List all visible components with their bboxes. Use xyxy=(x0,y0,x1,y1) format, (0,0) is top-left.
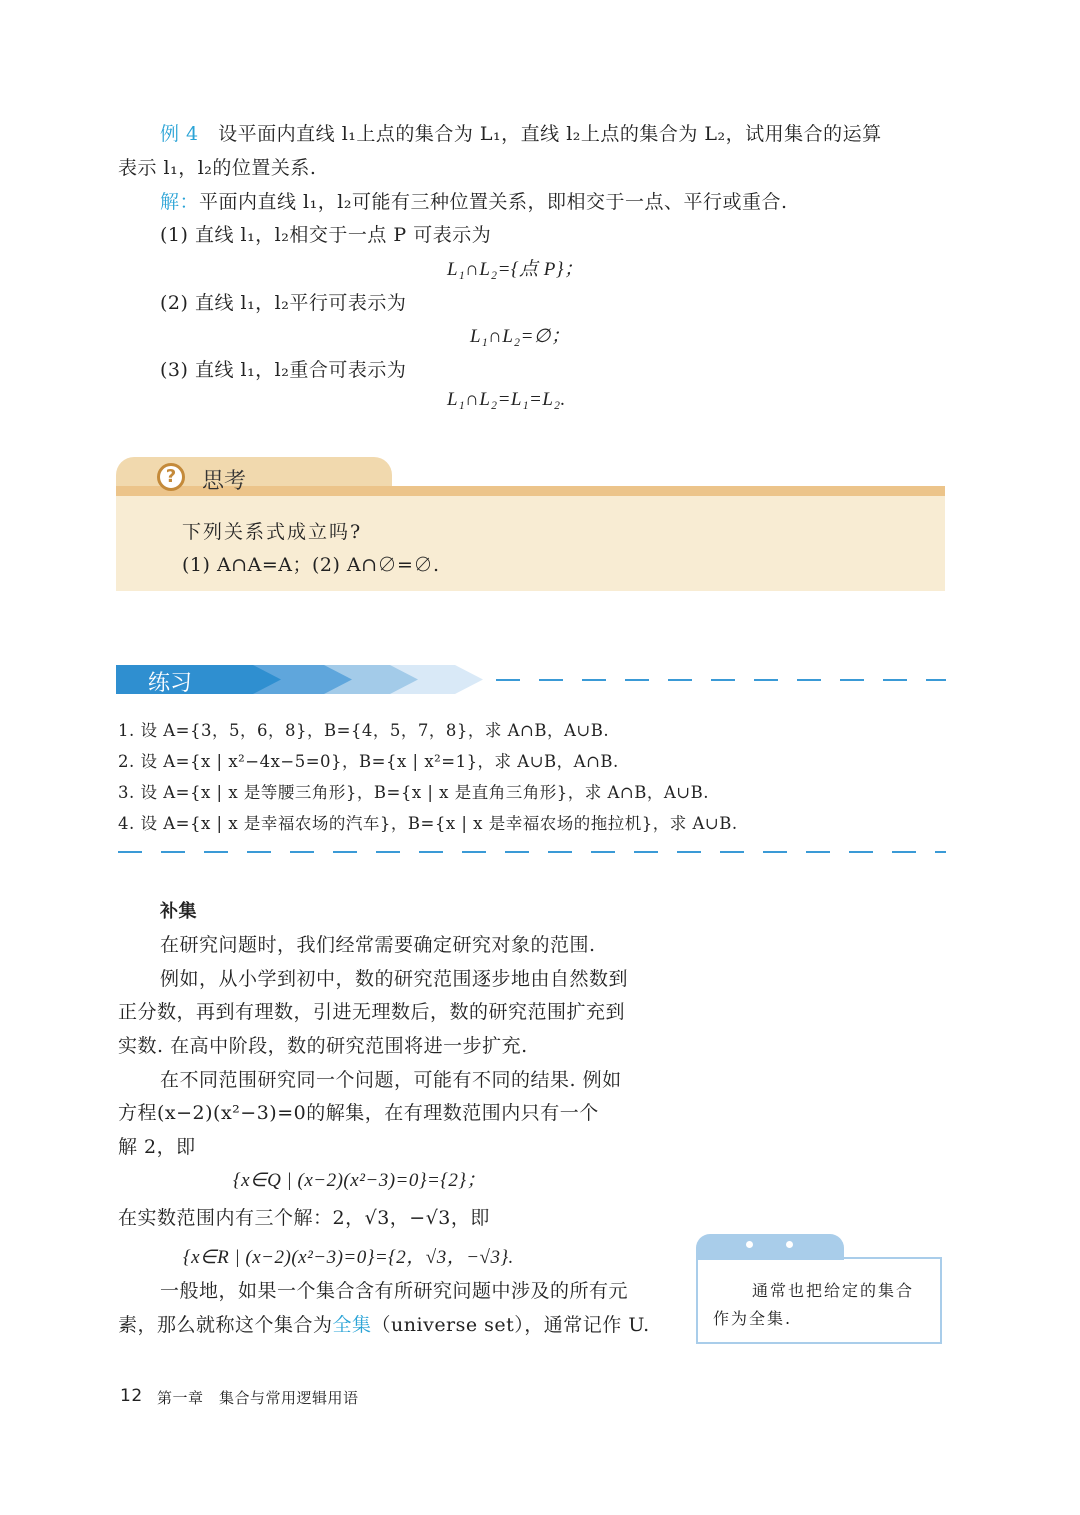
definition-text: （universe set），通常记作 U. xyxy=(371,1314,650,1336)
formula-rational: {x∈Q | (x−2)(x²−3)=0}={2}； xyxy=(233,1170,486,1191)
example4-line1 xyxy=(160,119,882,146)
solution-text: 平面内直线 l₁，l₂可能有三种位置关系，即相交于一点、平行或重合. xyxy=(199,191,788,213)
definition-line xyxy=(118,1310,650,1337)
side-note-line: 作为全集. xyxy=(713,1309,793,1328)
dot-icon xyxy=(786,1241,793,1248)
side-note-line: 通常也把给定的集合 xyxy=(752,1281,915,1300)
body-line: 一般地，如果一个集合含有所研究问题中涉及的所有元 xyxy=(160,1280,629,1302)
solution-label: 解： xyxy=(160,191,200,213)
formula-real: {x∈R | (x−2)(x²−3)=0}={2，√3，−√3}. xyxy=(183,1247,514,1268)
exercise-item: 2. 设 A={x | x²−4x−5=0}，B={x | x²=1}，求 A∪B，A∩B. xyxy=(118,752,619,771)
body-line: 在不同范围研究同一个问题，可能有不同的结果. 例如 xyxy=(160,1069,622,1091)
formula2: L₁∩L₂=∅； xyxy=(470,326,571,347)
body-line: 解 2，即 xyxy=(118,1136,196,1158)
body-line: 实数. 在高中阶段，数的研究范围将进一步扩充. xyxy=(118,1035,528,1057)
question-icon: ? xyxy=(157,463,185,491)
body-line: 在研究问题时，我们经常需要确定研究对象的范围. xyxy=(160,934,596,956)
formula3: L₁∩L₂=L₁=L₂. xyxy=(447,389,566,410)
exercise-item: 4. 设 A={x | x 是幸福农场的汽车}，B={x | x 是幸福农场的拖拉机}，求 A∪B. xyxy=(118,814,738,833)
universe-set-term: 全集 xyxy=(332,1314,372,1336)
body-line: 在实数范围内有三个解：2，√3，−√3，即 xyxy=(118,1207,490,1229)
exercise-title: 练习 xyxy=(148,671,193,696)
formula1: L₁∩L₂={点 P}； xyxy=(447,259,584,280)
exercise-item: 1. 设 A={3，5，6，8}，B={4，5，7，8}，求 A∩B，A∪B. xyxy=(118,721,610,740)
exercise-header xyxy=(116,665,281,694)
think-relations: (1) A∩A=A；(2) A∩∅=∅. xyxy=(182,554,440,576)
definition-text: 素，那么就称这个集合为 xyxy=(118,1314,333,1336)
chapter-title: 第一章 集合与常用逻辑用语 xyxy=(157,1389,359,1407)
body-line: 例如，从小学到初中，数的研究范围逐步地由自然数到 xyxy=(160,968,629,990)
exercise-item: 3. 设 A={x | x 是等腰三角形}，B={x | x 是直角三角形}，求 A∩B，A∪B. xyxy=(118,783,709,802)
case1: (1) 直线 l₁，l₂相交于一点 P 可表示为 xyxy=(160,224,492,246)
solution-line xyxy=(160,187,787,214)
example4-line2: 表示 l₁，l₂的位置关系. xyxy=(118,157,317,179)
example-label: 例 4 xyxy=(160,123,199,145)
body-line: 方程(x−2)(x²−3)=0的解集，在有理数范围内只有一个 xyxy=(118,1102,599,1124)
example-text: 设平面内直线 l₁上点的集合为 L₁，直线 l₂上点的集合为 L₂，试用集合的运算 xyxy=(218,123,882,145)
section-heading: 补集 xyxy=(160,901,197,922)
think-question: 下列关系式成立吗? xyxy=(182,521,363,543)
think-title: 思考 xyxy=(202,469,247,494)
dot-icon xyxy=(746,1241,753,1248)
dashed-divider xyxy=(118,851,946,853)
page-number: 12 xyxy=(120,1386,143,1406)
dashed-divider xyxy=(496,679,946,681)
case3: (3) 直线 l₁，l₂重合可表示为 xyxy=(160,359,407,381)
body-line: 正分数，再到有理数，引进无理数后，数的研究范围扩充到 xyxy=(118,1001,626,1023)
case2: (2) 直线 l₁，l₂平行可表示为 xyxy=(160,292,407,314)
